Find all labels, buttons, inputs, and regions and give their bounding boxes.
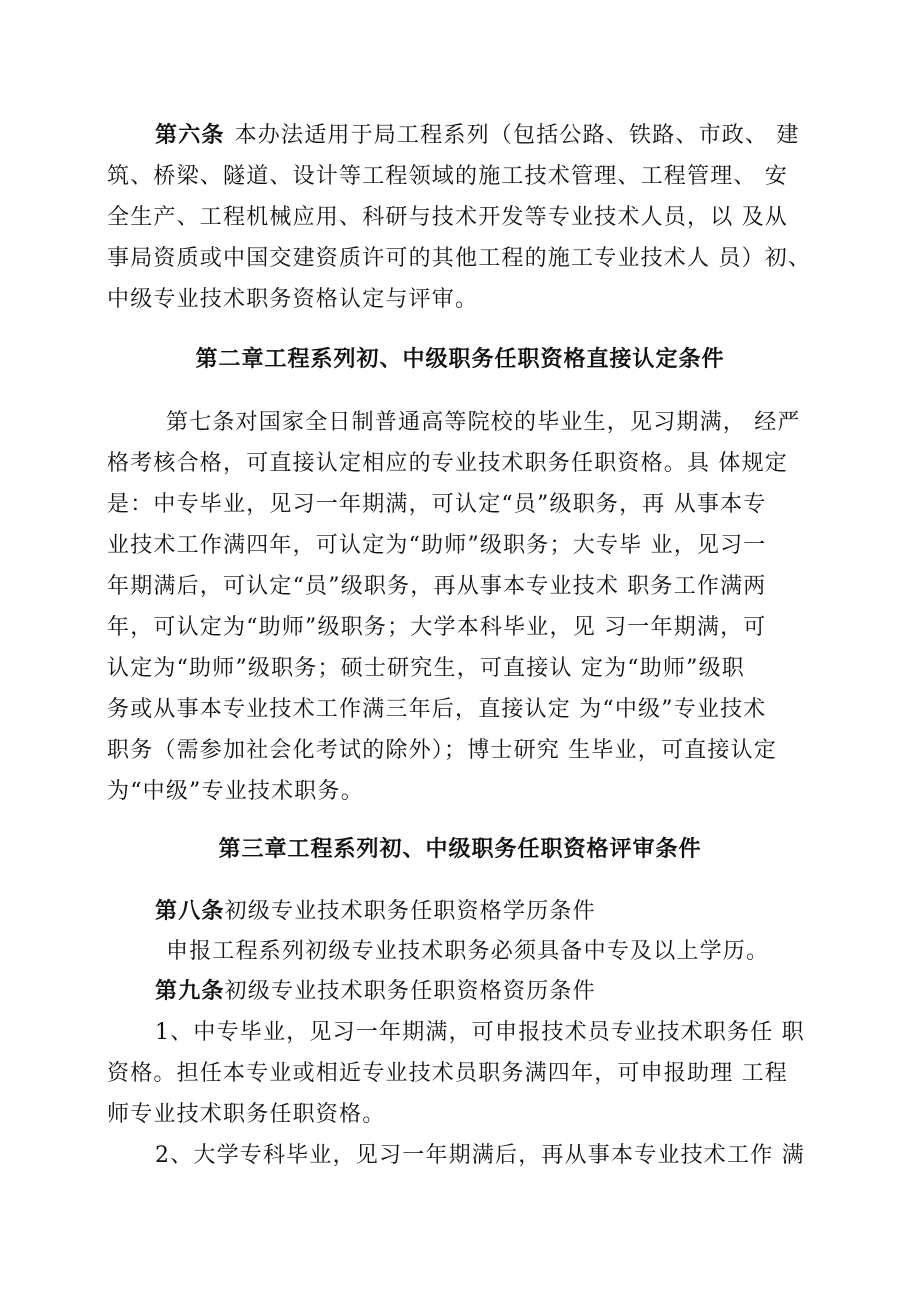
article-7-line-3: 是：中专毕业，见习一年期满，可认定“员”级职务，再 从事本专 [107, 492, 767, 517]
article-9-heading: 初级专业技术职务任职资格资历条件 [224, 979, 596, 1004]
chapter-3-title: 第三章工程系列初、中级职务任职资格评审条件 [218, 837, 702, 862]
article-7-line-10: 为“中级”专业技术职务。 [107, 779, 364, 804]
article-7-line-9: 职务（需参加社会化考试的除外）；博士研究 生毕业，可直接认定 [107, 738, 777, 763]
article-7-line-6: 年，可认定为“助师”级职务；大学本科毕业，见 习一年期满，可 [107, 615, 767, 640]
article-7-line-4: 业技术工作满四年，可认定为“助师”级职务；大专毕 业，见习一 [107, 533, 767, 558]
article-8-label: 第八条 [155, 899, 225, 924]
article-6-line-3: 全生产、工程机械应用、科研与技术开发等专业技术人员，以 及从 [107, 205, 788, 230]
article-6-line-1 [155, 121, 800, 151]
article-9-item-1-line-1: 1、中专毕业，见习一年期满，可申报技术员专业技术职务任 职 [155, 1020, 805, 1045]
article-9-item-2-line-1: 2、大学专科毕业，见习一年期满后，再从事本专业技术工作 满 [155, 1143, 805, 1168]
article-9-label: 第九条 [155, 979, 225, 1004]
article-8-heading: 初级专业技术职务任职资格学历条件 [224, 899, 596, 924]
article-6-line-5: 中级专业技术职务资格认定与评审。 [107, 287, 479, 312]
article-6-line-2: 筑、桥梁、隧道、设计等工程领域的施工技术管理、工程管理、 安 [107, 164, 788, 189]
article-9-heading-line [155, 977, 596, 1007]
article-7-line-5: 年期满后，可认定“员”级职务，再从事本专业技术 职务工作满两 [107, 574, 767, 599]
article-7-line-1: 第七条对国家全日制普通高等院校的毕业生，见习期满， 经严 [166, 410, 801, 435]
article-6-text-1: 本办法适用于局工程系列（包括公路、铁路、市政、 建 [234, 123, 800, 148]
article-8-heading-line [155, 897, 596, 927]
article-6-line-4: 事局资质或中国交建资质许可的其他工程的施工专业技术人 员）初、 [107, 246, 812, 271]
article-7-line-7: 认定为“助师”级职务；硕士研究生，可直接认 定为“助师”级职 [107, 656, 745, 681]
article-6-label: 第六条 [155, 123, 225, 148]
article-9-item-1-line-2: 资格。担任本专业或相近专业技术员职务满四年，可申报助理 工程 [107, 1061, 788, 1086]
article-7-line-8: 务或从事本专业技术工作满三年后，直接认定 为“中级”专业技术 [107, 697, 767, 722]
article-7-line-2: 格考核合格，可直接认定相应的专业技术职务任职资格。具 体规定 [107, 451, 788, 476]
article-9-item-1-line-3: 师专业技术职务任职资格。 [107, 1102, 386, 1127]
article-8-body: 申报工程系列初级专业技术职务必须具备中专及以上学历。 [166, 939, 770, 964]
chapter-2-title: 第二章工程系列初、中级职务任职资格直接认定条件 [195, 347, 725, 372]
